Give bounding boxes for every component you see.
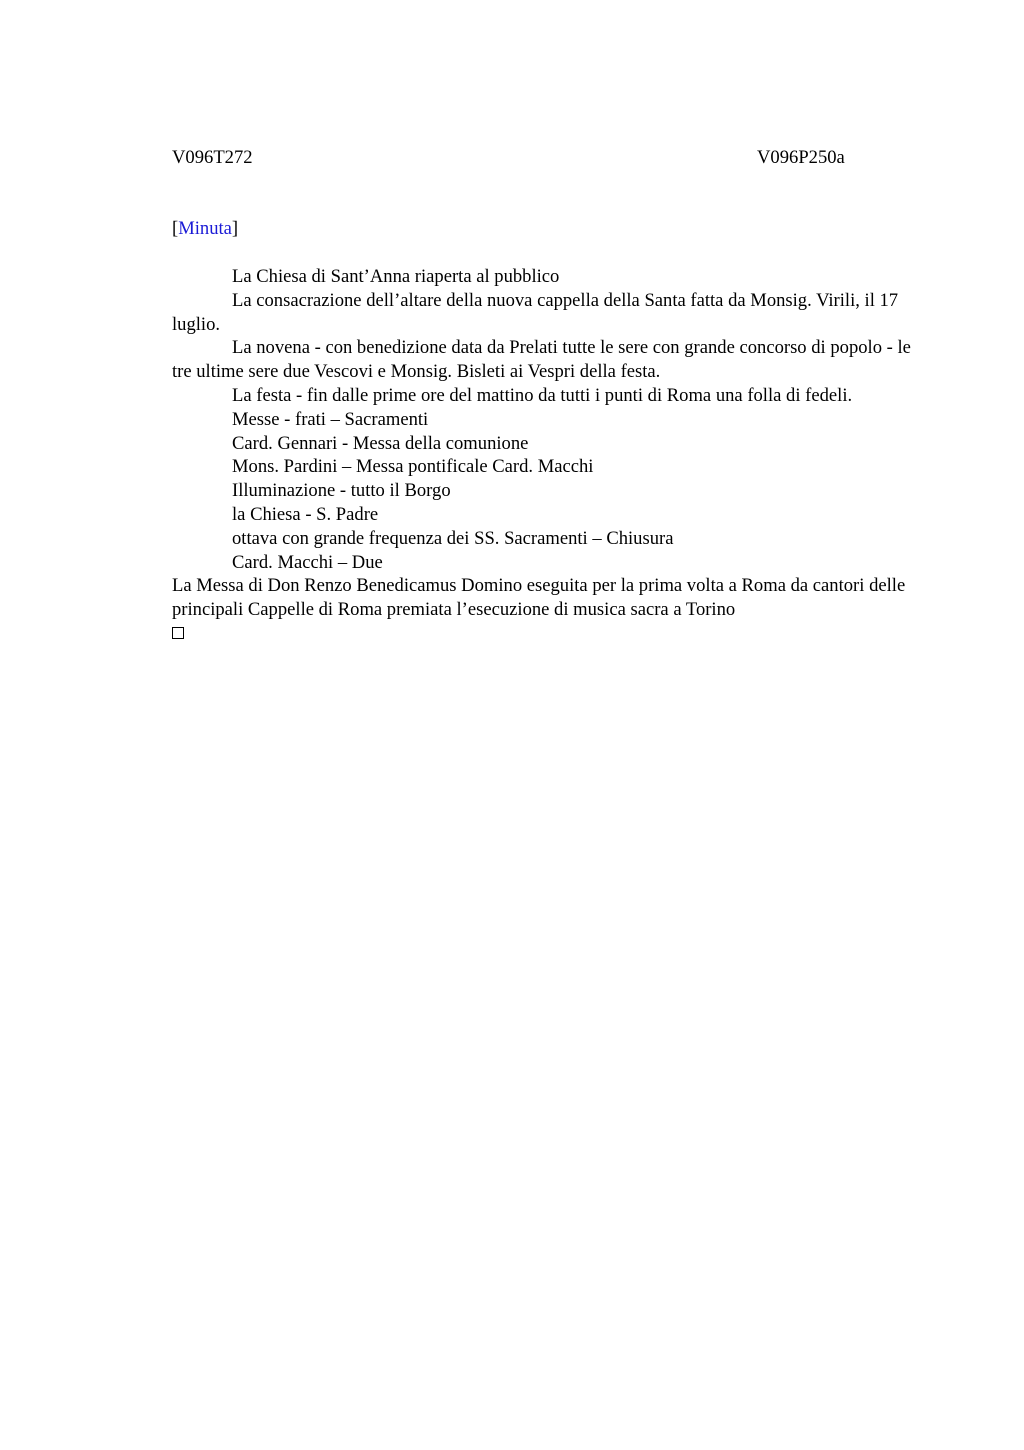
paragraph: La consacrazione dell’altare della nuova cappella della Santa fatta da Monsig. Virili, il 17 luglio.: [172, 289, 899, 335]
minuta-close-bracket: ]: [231, 218, 239, 239]
paragraph: La festa - fin dalle prime ore del mattino da tutti i punti di Roma una folla di fedeli.: [232, 384, 853, 406]
paragraph: Card. Gennari - Messa della comunione: [232, 432, 529, 454]
paragraph: Mons. Pardini – Messa pontificale Card. Macchi: [232, 456, 594, 478]
closing-paragraph: La Messa di Don Renzo Benedicamus Domino eseguita per la prima volta a Roma da cantori delle principali Cappelle di Roma premiata l’esecuzione di musica sacra a Torino: [172, 575, 906, 621]
paragraph: La Chiesa di Sant’Anna riaperta al pubblico: [232, 266, 560, 287]
end-marker: [172, 622, 932, 646]
paragraph: ottava con grande frequenza dei SS. Sacramenti – Chiusura: [232, 527, 674, 549]
minuta-link[interactable]: Minuta: [178, 218, 232, 239]
square-outline-icon: [172, 627, 184, 639]
document-code-right: V096P250a: [757, 147, 845, 168]
paragraph: Illuminazione - tutto il Borgo: [232, 480, 451, 502]
minuta-open-bracket: [: [172, 218, 179, 239]
paragraph: la Chiesa - S. Padre: [232, 503, 379, 525]
document-code-left: V096T272: [172, 147, 253, 168]
document-body: [172, 265, 932, 646]
paragraph: Messe - frati – Sacramenti: [232, 408, 429, 430]
paragraph: Card. Macchi – Due: [232, 551, 383, 573]
paragraph: La novena - con benedizione data da Prelati tutte le sere con grande concorso di popolo - le tre ultime sere due Vescovi e Monsig. Bisleti ai Vespri della festa.: [172, 337, 911, 383]
minuta-label-line: [172, 217, 238, 241]
